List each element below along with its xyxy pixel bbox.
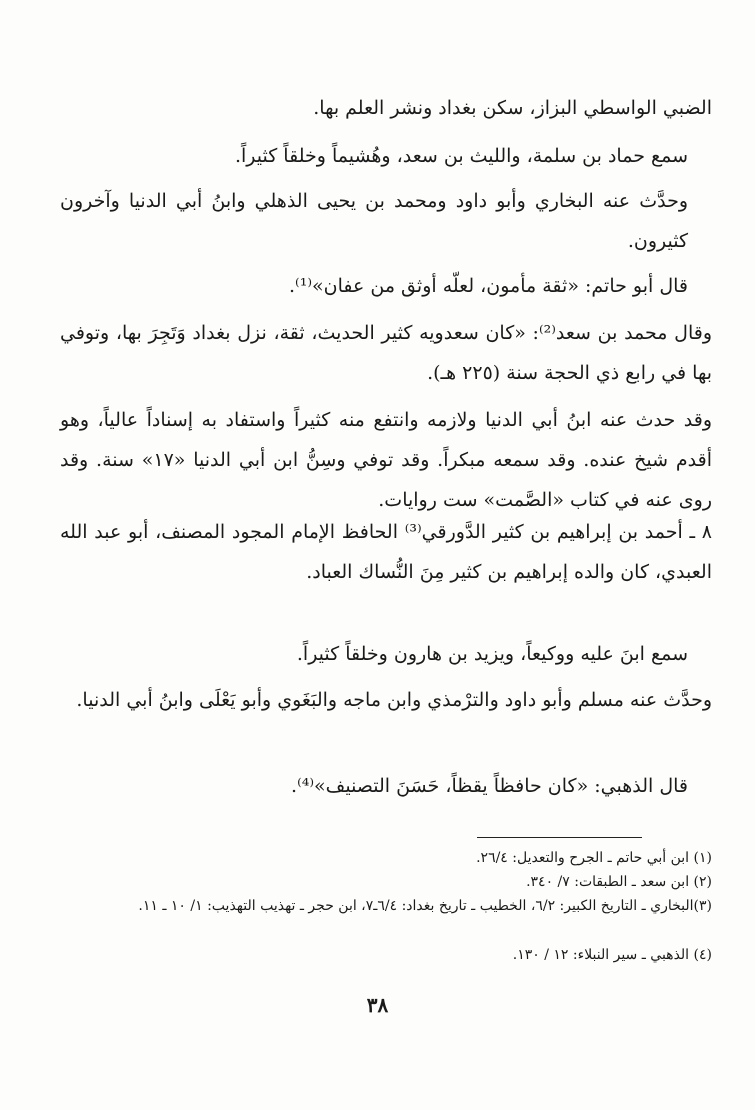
paragraph-10: قال الذهبي: «كان حافظاً يقظاً، حَسَنَ التصنيف»⁽⁴⁾. [291, 775, 688, 797]
paragraph-3: وحدَّث عنه البخاري وأبو داود ومحمد بن يحيى الذهلي وابنُ أبي الدنيا وآخرون كثيرون. [60, 190, 688, 252]
paragraph-4: قال أبو حاتم: «ثقة مأمون، لعلّه أوثق من عفان»⁽¹⁾. [289, 275, 688, 297]
paragraph-1: الضبي الواسطي البزاز، سكن بغداد ونشر العلم بها. [313, 97, 712, 119]
footnote-2: (٢) ابن سعد ـ الطبقات: ٧/ ٣٤٠. [526, 874, 712, 890]
paragraph-5: وقال محمد بن سعد⁽²⁾: «كان سعدويه كثير الحديث، ثقة، نزل بغداد وَتَجِرَ بها، وتوفي بها في رابع ذي الحجة سنة (٢٢٥ هـ). [60, 322, 712, 384]
paragraph-2: سمع حماد بن سلمة، والليث بن سعد، وهُشيماً وخلقاً كثيراً. [234, 145, 688, 167]
footnote-divider [477, 837, 642, 838]
page-number: ٣٨ [366, 993, 389, 1017]
paragraph-9: وحدَّث عنه مسلم وأبو داود والترْمذي وابن ماجه والبَغَوي وأبو يَعْلَى وابنُ أبي الدنيا. [76, 689, 712, 711]
footnote-1: (١) ابن أبي حاتم ـ الجرح والتعديل: ٢٦/٤. [476, 850, 712, 866]
paragraph-7: ٨ ـ أحمد بن إبراهيم بن كثير الدَّورقي⁽³⁾ الحافظ الإمام المجود المصنف، أبو عبد الله العبدي، كان والده إبراهيم بن كثير مِنَ النُّساك العباد. [60, 521, 712, 583]
paragraph-8: سمع ابنَ عليه ووكيعاً، ويزيد بن هارون وخلقاً كثيراً. [296, 643, 688, 665]
footnote-3: (٣)البخاري ـ التاريخ الكبير: ٦/٢، الخطيب ـ تاريخ بغداد: ٦/٤ـ٧، ابن حجر ـ تهذيب التهذيب: ١/ ١٠ ـ ١١. [138, 898, 712, 914]
footnote-4: (٤) الذهبي ـ سير النبلاء: ١٢ / ١٣٠. [512, 947, 712, 963]
paragraph-6: وقد حدث عنه ابنُ أبي الدنيا ولازمه وانتفع منه كثيراً واستفاد به إسناداً عالياً، وهو أقدم شيخ عنده. وقد سمعه مبكراً. وقد توفي وسِنُّ ابن أبي الدنيا «١٧» سنة. وقد روى عنه في كتاب «الصَّمت» ست روايات. [60, 409, 712, 511]
